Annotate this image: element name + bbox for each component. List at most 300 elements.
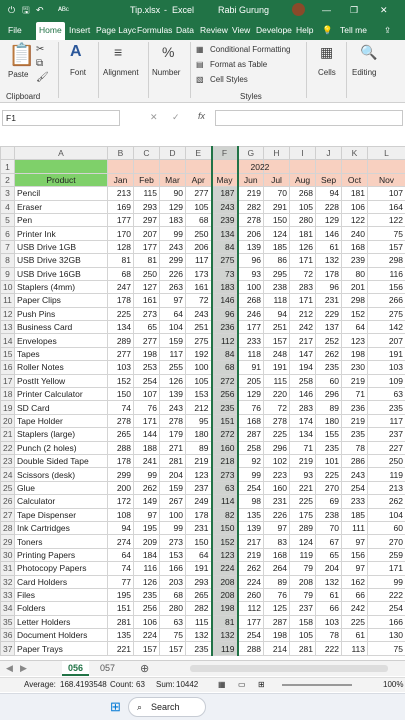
value-cell[interactable]: 112 (212, 334, 238, 347)
value-cell[interactable]: 171 (290, 254, 316, 267)
value-cell[interactable]: 150 (264, 213, 290, 226)
value-cell[interactable]: 185 (342, 508, 368, 521)
row-header[interactable]: 34 (1, 602, 15, 615)
row-header[interactable]: 19 (1, 401, 15, 414)
value-cell[interactable]: 90 (160, 187, 186, 200)
product-cell[interactable]: USB Drive 1GB (15, 240, 108, 253)
next-sheet-icon[interactable]: ▶ (20, 663, 27, 673)
tab-home[interactable]: Home (36, 22, 65, 40)
select-all-corner[interactable] (1, 147, 15, 160)
value-cell[interactable]: 168 (238, 414, 264, 427)
horizontal-scrollbar[interactable] (190, 665, 388, 672)
value-cell[interactable]: 293 (134, 200, 160, 213)
month-header[interactable]: Apr (186, 173, 212, 186)
value-cell[interactable]: 297 (134, 213, 160, 226)
cell[interactable] (15, 160, 108, 173)
value-cell[interactable]: 60 (368, 521, 405, 534)
value-cell[interactable]: 226 (160, 267, 186, 280)
value-cell[interactable]: 208 (290, 575, 316, 588)
product-cell[interactable]: Printing Papers (15, 548, 108, 561)
value-cell[interactable]: 277 (134, 334, 160, 347)
windows-start-icon[interactable]: ⊞ (110, 699, 121, 714)
value-cell[interactable]: 258 (290, 374, 316, 387)
value-cell[interactable]: 187 (212, 187, 238, 200)
undo-icon[interactable]: ↶ (36, 5, 44, 15)
value-cell[interactable]: 80 (342, 267, 368, 280)
value-cell[interactable]: 139 (238, 521, 264, 534)
row-header[interactable]: 30 (1, 548, 15, 561)
value-cell[interactable]: 124 (264, 227, 290, 240)
value-cell[interactable]: 235 (134, 588, 160, 601)
value-cell[interactable]: 200 (108, 481, 134, 494)
value-cell[interactable]: 105 (186, 374, 212, 387)
value-cell[interactable]: 270 (316, 481, 342, 494)
value-cell[interactable]: 107 (134, 388, 160, 401)
value-cell[interactable]: 288 (238, 642, 264, 655)
value-cell[interactable]: 152 (212, 535, 238, 548)
value-cell[interactable]: 225 (264, 428, 290, 441)
formula-input[interactable] (215, 110, 403, 126)
product-cell[interactable]: Pen (15, 213, 108, 226)
value-cell[interactable]: 272 (212, 374, 238, 387)
value-cell[interactable]: 229 (316, 307, 342, 320)
row-header[interactable]: 3 (1, 187, 15, 200)
value-cell[interactable]: 76 (238, 401, 264, 414)
product-cell[interactable]: Card Holders (15, 575, 108, 588)
value-cell[interactable]: 67 (316, 535, 342, 548)
value-cell[interactable]: 71 (290, 441, 316, 454)
enter-icon[interactable]: ✓ (172, 112, 180, 122)
value-cell[interactable]: 65 (134, 321, 160, 334)
tab-review[interactable]: Review (200, 25, 228, 35)
value-cell[interactable]: 117 (186, 254, 212, 267)
product-cell[interactable]: Tape Dispenser (15, 508, 108, 521)
value-cell[interactable]: 100 (160, 508, 186, 521)
value-cell[interactable]: 265 (108, 428, 134, 441)
product-cell[interactable]: USB Drive 16GB (15, 267, 108, 280)
value-cell[interactable]: 299 (160, 254, 186, 267)
value-cell[interactable]: 243 (186, 307, 212, 320)
value-cell[interactable]: 151 (108, 602, 134, 615)
value-cell[interactable]: 107 (368, 187, 405, 200)
value-cell[interactable]: 219 (238, 187, 264, 200)
row-header[interactable]: 32 (1, 575, 15, 588)
row-header[interactable]: 11 (1, 294, 15, 307)
value-cell[interactable]: 172 (108, 495, 134, 508)
value-cell[interactable]: 132 (316, 575, 342, 588)
product-cell[interactable]: USB Drive 32GB (15, 254, 108, 267)
value-cell[interactable]: 184 (134, 548, 160, 561)
value-cell[interactable]: 213 (108, 187, 134, 200)
minimize-icon[interactable]: — (322, 5, 331, 15)
value-cell[interactable]: 222 (316, 642, 342, 655)
value-cell[interactable]: 69 (316, 495, 342, 508)
value-cell[interactable]: 243 (212, 200, 238, 213)
taskbar-search[interactable] (128, 697, 206, 717)
value-cell[interactable]: 168 (264, 548, 290, 561)
value-cell[interactable]: 152 (342, 307, 368, 320)
value-cell[interactable]: 230 (342, 361, 368, 374)
value-cell[interactable]: 173 (186, 267, 212, 280)
value-cell[interactable]: 149 (134, 495, 160, 508)
value-cell[interactable]: 213 (368, 481, 405, 494)
value-cell[interactable]: 95 (186, 414, 212, 427)
value-cell[interactable]: 147 (290, 347, 316, 360)
value-cell[interactable]: 242 (342, 602, 368, 615)
value-cell[interactable]: 262 (368, 495, 405, 508)
column-header-g[interactable]: G (238, 147, 264, 160)
column-header-j[interactable]: J (316, 147, 342, 160)
value-cell[interactable]: 105 (290, 629, 316, 642)
value-cell[interactable]: 275 (368, 307, 405, 320)
value-cell[interactable]: 177 (238, 615, 264, 628)
value-cell[interactable]: 151 (212, 414, 238, 427)
month-header[interactable]: Nov (368, 173, 405, 186)
value-cell[interactable]: 207 (134, 227, 160, 240)
row-header[interactable]: 14 (1, 334, 15, 347)
font-icon[interactable]: A (70, 43, 82, 60)
year-header[interactable]: 2022 (238, 160, 264, 173)
value-cell[interactable]: 61 (316, 588, 342, 601)
value-cell[interactable]: 86 (264, 254, 290, 267)
value-cell[interactable]: 123 (186, 468, 212, 481)
value-cell[interactable]: 152 (108, 374, 134, 387)
row-header[interactable]: 16 (1, 361, 15, 374)
value-cell[interactable]: 84 (212, 347, 238, 360)
value-cell[interactable]: 250 (186, 227, 212, 240)
value-cell[interactable]: 272 (212, 428, 238, 441)
month-header[interactable]: Mar (160, 173, 186, 186)
value-cell[interactable]: 64 (160, 307, 186, 320)
tab-developer[interactable]: Develope (256, 25, 292, 35)
value-cell[interactable]: 204 (160, 468, 186, 481)
value-cell[interactable]: 287 (264, 615, 290, 628)
row-header[interactable]: 8 (1, 254, 15, 267)
row-header[interactable]: 21 (1, 428, 15, 441)
value-cell[interactable]: 251 (264, 321, 290, 334)
value-cell[interactable]: 179 (160, 428, 186, 441)
value-cell[interactable]: 220 (264, 388, 290, 401)
value-cell[interactable]: 219 (238, 548, 264, 561)
value-cell[interactable]: 76 (264, 588, 290, 601)
number-format-icon[interactable]: % (162, 44, 175, 60)
value-cell[interactable]: 208 (212, 588, 238, 601)
value-cell[interactable]: 231 (316, 294, 342, 307)
conditional-formatting-icon[interactable]: ▦ (196, 45, 204, 54)
row-header[interactable]: 20 (1, 414, 15, 427)
row-header[interactable]: 7 (1, 240, 15, 253)
add-sheet-icon[interactable]: ⊕ (140, 663, 150, 675)
value-cell[interactable]: 194 (290, 361, 316, 374)
value-cell[interactable]: 235 (316, 361, 342, 374)
value-cell[interactable]: 125 (264, 602, 290, 615)
insert-function-icon[interactable]: fx (198, 111, 206, 121)
value-cell[interactable]: 281 (108, 615, 134, 628)
row-header[interactable]: 1 (1, 160, 15, 173)
value-cell[interactable]: 100 (238, 280, 264, 293)
value-cell[interactable]: 296 (264, 441, 290, 454)
value-cell[interactable]: 63 (368, 388, 405, 401)
value-cell[interactable]: 170 (108, 227, 134, 240)
value-cell[interactable]: 105 (290, 200, 316, 213)
value-cell[interactable]: 209 (134, 535, 160, 548)
cell-styles-button[interactable]: Cell Styles (210, 75, 248, 84)
value-cell[interactable]: 243 (160, 401, 186, 414)
value-cell[interactable]: 104 (368, 508, 405, 521)
row-header[interactable]: 31 (1, 562, 15, 575)
value-cell[interactable]: 97 (342, 535, 368, 548)
value-cell[interactable]: 126 (134, 575, 160, 588)
value-cell[interactable]: 142 (368, 321, 405, 334)
value-cell[interactable]: 251 (186, 321, 212, 334)
value-cell[interactable]: 158 (290, 615, 316, 628)
value-cell[interactable]: 93 (290, 468, 316, 481)
value-cell[interactable]: 255 (160, 361, 186, 374)
value-cell[interactable]: 126 (290, 240, 316, 253)
value-cell[interactable]: 101 (316, 454, 342, 467)
product-cell[interactable]: Photocopy Papers (15, 562, 108, 575)
value-cell[interactable]: 134 (290, 428, 316, 441)
value-cell[interactable]: 137 (316, 321, 342, 334)
value-cell[interactable]: 223 (264, 468, 290, 481)
value-cell[interactable]: 254 (238, 629, 264, 642)
value-cell[interactable]: 231 (186, 521, 212, 534)
value-cell[interactable]: 96 (316, 280, 342, 293)
value-cell[interactable]: 298 (368, 254, 405, 267)
value-cell[interactable]: 73 (212, 267, 238, 280)
value-cell[interactable]: 271 (160, 441, 186, 454)
product-cell[interactable]: SD Card (15, 401, 108, 414)
value-cell[interactable]: 161 (134, 294, 160, 307)
value-cell[interactable]: 248 (264, 347, 290, 360)
value-cell[interactable]: 99 (134, 468, 160, 481)
value-cell[interactable]: 64 (186, 548, 212, 561)
value-cell[interactable]: 191 (186, 562, 212, 575)
value-cell[interactable]: 93 (238, 267, 264, 280)
value-cell[interactable]: 178 (108, 294, 134, 307)
value-cell[interactable]: 64 (108, 548, 134, 561)
value-cell[interactable]: 123 (212, 548, 238, 561)
value-cell[interactable]: 115 (134, 187, 160, 200)
value-cell[interactable]: 174 (290, 414, 316, 427)
value-cell[interactable]: 270 (368, 535, 405, 548)
alignment-icon[interactable]: ≡ (114, 44, 123, 60)
value-cell[interactable]: 208 (212, 575, 238, 588)
cell[interactable] (186, 160, 212, 173)
cell[interactable] (290, 160, 316, 173)
value-cell[interactable]: 160 (212, 441, 238, 454)
value-cell[interactable]: 105 (186, 200, 212, 213)
value-cell[interactable]: 146 (290, 388, 316, 401)
value-cell[interactable]: 177 (134, 240, 160, 253)
value-cell[interactable]: 254 (134, 374, 160, 387)
value-cell[interactable]: 144 (134, 428, 160, 441)
value-cell[interactable]: 164 (368, 200, 405, 213)
value-cell[interactable]: 242 (290, 321, 316, 334)
value-cell[interactable]: 277 (186, 187, 212, 200)
value-cell[interactable]: 117 (160, 347, 186, 360)
value-cell[interactable]: 132 (186, 629, 212, 642)
value-cell[interactable]: 116 (134, 562, 160, 575)
value-cell[interactable]: 219 (342, 414, 368, 427)
autosave-toggle-icon[interactable]: ⏻ (8, 5, 16, 15)
month-header[interactable]: Oct (342, 173, 368, 186)
product-cell[interactable]: Ink Cartridges (15, 521, 108, 534)
month-header[interactable]: Aug (290, 173, 316, 186)
value-cell[interactable]: 237 (368, 428, 405, 441)
value-cell[interactable]: 103 (108, 361, 134, 374)
value-cell[interactable]: 63 (160, 615, 186, 628)
value-cell[interactable]: 75 (368, 227, 405, 240)
value-cell[interactable]: 195 (134, 521, 160, 534)
value-cell[interactable]: 70 (316, 521, 342, 534)
restore-icon[interactable]: ❐ (350, 5, 359, 15)
value-cell[interactable]: 159 (160, 334, 186, 347)
cell[interactable] (368, 160, 405, 173)
value-cell[interactable]: 118 (238, 347, 264, 360)
value-cell[interactable]: 166 (160, 562, 186, 575)
value-cell[interactable]: 166 (368, 615, 405, 628)
value-cell[interactable]: 262 (316, 347, 342, 360)
value-cell[interactable]: 212 (290, 307, 316, 320)
value-cell[interactable]: 236 (212, 321, 238, 334)
month-header[interactable]: Feb (134, 173, 160, 186)
close-icon[interactable]: ✕ (380, 5, 388, 15)
cell[interactable] (212, 160, 238, 173)
value-cell[interactable]: 231 (264, 495, 290, 508)
value-cell[interactable]: 153 (160, 548, 186, 561)
prev-sheet-icon[interactable]: ◀ (6, 663, 13, 673)
column-header-l[interactable]: L (368, 147, 405, 160)
value-cell[interactable]: 94 (316, 187, 342, 200)
value-cell[interactable]: 250 (368, 454, 405, 467)
value-cell[interactable]: 195 (108, 588, 134, 601)
month-header[interactable]: Jun (238, 173, 264, 186)
value-cell[interactable]: 212 (186, 401, 212, 414)
value-cell[interactable]: 263 (160, 280, 186, 293)
product-cell[interactable]: Files (15, 588, 108, 601)
value-cell[interactable]: 157 (264, 334, 290, 347)
row-header[interactable]: 18 (1, 388, 15, 401)
worksheet-grid[interactable] (0, 146, 405, 656)
value-cell[interactable]: 224 (134, 629, 160, 642)
value-cell[interactable]: 115 (264, 374, 290, 387)
value-cell[interactable]: 132 (316, 254, 342, 267)
value-cell[interactable]: 226 (264, 508, 290, 521)
value-cell[interactable]: 74 (108, 562, 134, 575)
value-cell[interactable]: 265 (186, 588, 212, 601)
value-cell[interactable]: 130 (368, 629, 405, 642)
value-cell[interactable]: 275 (212, 254, 238, 267)
value-cell[interactable]: 256 (212, 388, 238, 401)
value-cell[interactable]: 217 (290, 334, 316, 347)
value-cell[interactable]: 225 (108, 307, 134, 320)
value-cell[interactable]: 75 (160, 629, 186, 642)
value-cell[interactable]: 103 (368, 361, 405, 374)
value-cell[interactable]: 112 (238, 602, 264, 615)
product-cell[interactable]: Roller Notes (15, 361, 108, 374)
value-cell[interactable]: 205 (238, 374, 264, 387)
value-cell[interactable]: 104 (160, 321, 186, 334)
product-cell[interactable]: Eraser (15, 200, 108, 213)
value-cell[interactable]: 68 (108, 267, 134, 280)
value-cell[interactable]: 117 (368, 414, 405, 427)
value-cell[interactable]: 171 (134, 414, 160, 427)
product-header[interactable]: Product (15, 173, 108, 186)
product-cell[interactable]: Document Holders (15, 629, 108, 642)
row-header[interactable]: 24 (1, 468, 15, 481)
value-cell[interactable]: 156 (342, 548, 368, 561)
value-cell[interactable]: 171 (368, 562, 405, 575)
value-cell[interactable]: 153 (186, 388, 212, 401)
editing-group-button[interactable]: Editing (352, 68, 377, 77)
product-cell[interactable]: Letter Holders (15, 615, 108, 628)
row-header[interactable]: 26 (1, 495, 15, 508)
value-cell[interactable]: 221 (290, 481, 316, 494)
value-cell[interactable]: 283 (290, 401, 316, 414)
cells-icon[interactable]: ▦ (320, 44, 334, 60)
value-cell[interactable]: 254 (342, 481, 368, 494)
value-cell[interactable]: 185 (264, 240, 290, 253)
value-cell[interactable]: 159 (160, 481, 186, 494)
value-cell[interactable]: 192 (186, 347, 212, 360)
value-cell[interactable]: 129 (316, 213, 342, 226)
product-cell[interactable]: Scissors (desk) (15, 468, 108, 481)
value-cell[interactable]: 256 (134, 602, 160, 615)
value-cell[interactable]: 103 (316, 615, 342, 628)
value-cell[interactable]: 161 (186, 280, 212, 293)
month-header[interactable]: Jul (264, 173, 290, 186)
value-cell[interactable]: 206 (186, 240, 212, 253)
value-cell[interactable]: 219 (290, 454, 316, 467)
product-cell[interactable]: Tape Holder (15, 414, 108, 427)
value-cell[interactable]: 68 (160, 588, 186, 601)
value-cell[interactable]: 238 (264, 280, 290, 293)
value-cell[interactable]: 259 (368, 548, 405, 561)
product-cell[interactable]: Pencil (15, 187, 108, 200)
value-cell[interactable]: 68 (186, 213, 212, 226)
value-cell[interactable]: 78 (316, 629, 342, 642)
column-header-c[interactable]: C (134, 147, 160, 160)
value-cell[interactable]: 150 (212, 521, 238, 534)
value-cell[interactable]: 171 (290, 294, 316, 307)
value-cell[interactable]: 111 (342, 521, 368, 534)
value-cell[interactable]: 249 (186, 495, 212, 508)
value-cell[interactable]: 188 (134, 441, 160, 454)
value-cell[interactable]: 218 (212, 454, 238, 467)
value-cell[interactable]: 203 (160, 575, 186, 588)
row-header[interactable]: 28 (1, 521, 15, 534)
product-cell[interactable]: Staplers (4mm) (15, 280, 108, 293)
paste-icon[interactable]: 📋 (8, 42, 36, 67)
tab-data[interactable]: Data (176, 25, 194, 35)
share-icon[interactable]: ⇪ (384, 25, 392, 35)
column-header-i[interactable]: I (290, 147, 316, 160)
value-cell[interactable]: 237 (186, 481, 212, 494)
value-cell[interactable]: 135 (108, 629, 134, 642)
value-cell[interactable]: 274 (108, 535, 134, 548)
value-cell[interactable]: 295 (264, 267, 290, 280)
value-cell[interactable]: 280 (160, 602, 186, 615)
editing-search-icon[interactable]: 🔍 (360, 44, 378, 60)
value-cell[interactable]: 177 (108, 213, 134, 226)
value-cell[interactable]: 129 (238, 388, 264, 401)
cut-icon[interactable]: ✂ (36, 44, 45, 55)
column-header-h[interactable]: H (264, 147, 290, 160)
cell[interactable] (316, 160, 342, 173)
value-cell[interactable]: 278 (108, 414, 134, 427)
product-cell[interactable]: Double Sided Tape (15, 454, 108, 467)
